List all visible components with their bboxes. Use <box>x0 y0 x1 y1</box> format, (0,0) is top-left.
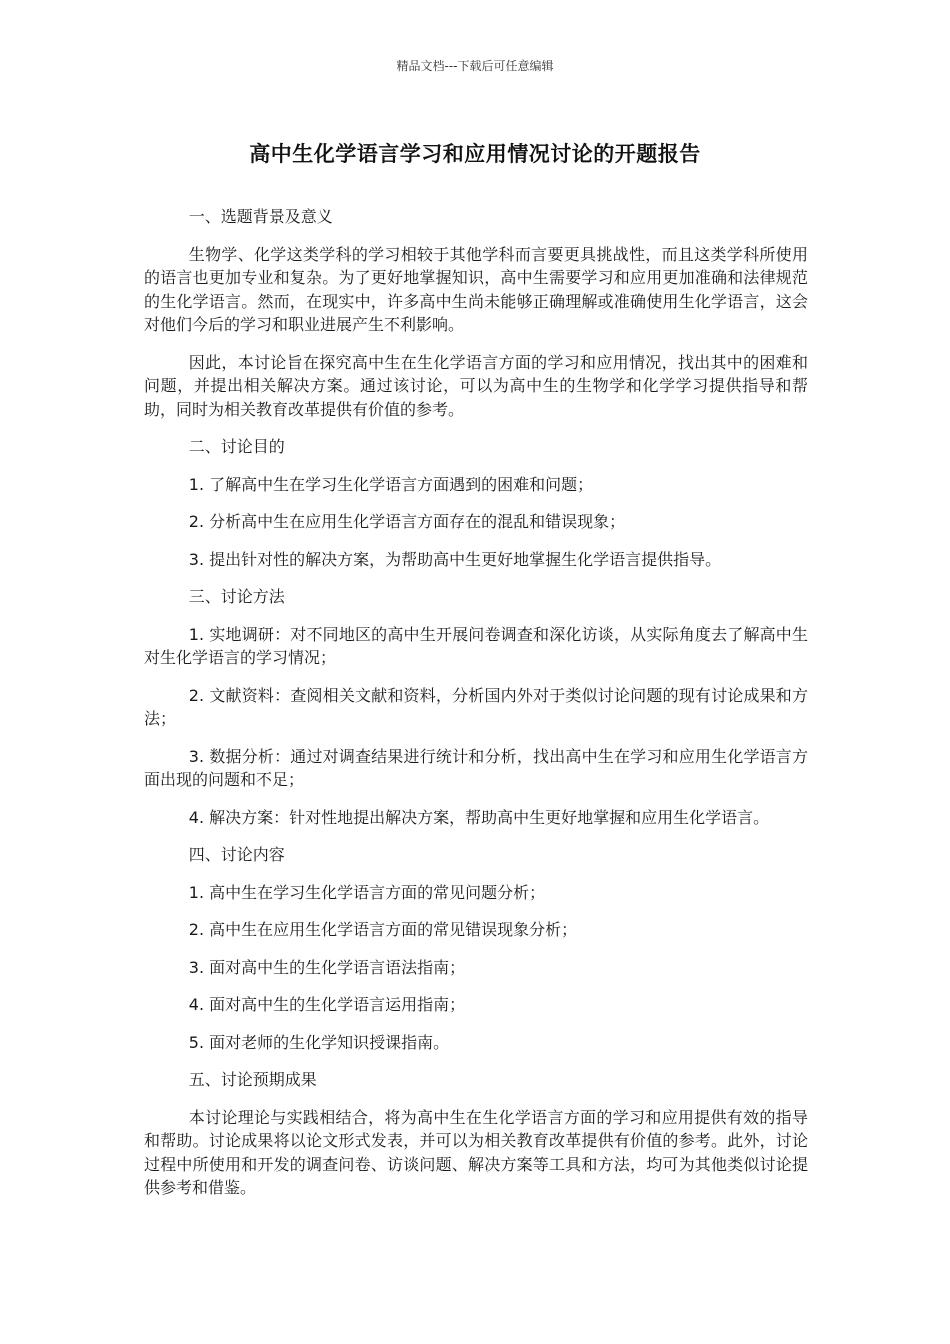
section-heading-3: 三、讨论方法 <box>188 587 285 606</box>
list-item: 2. 分析高中生在应用生化学语言方面存在的混乱和错误现象； <box>188 512 626 531</box>
list-item: 1. 高中生在学习生化学语言方面的常见问题分析； <box>188 882 546 902</box>
section-heading-5: 五、讨论预期成果 <box>188 1070 317 1089</box>
list-item: 3. 数据分析：通过对调查结果进行统计和分析，找出高中生在学习和应用生化学语言方面出现的问题和不足； <box>144 746 808 789</box>
list-item: 5. 面对老师的生化学知识授课指南。 <box>188 1032 450 1052</box>
list-item: 1. 实地调研：对不同地区的高中生开展问卷调查和深化访谈，从实际角度去了解高中生对生化学语言的学习情况； <box>144 624 808 667</box>
list-item: 4. 解决方案：针对性地提出解决方案，帮助高中生更好地掌握和应用生化学语言。 <box>188 807 770 827</box>
list-item: 3. 提出针对性的解决方案，为帮助高中生更好地掌握生化学语言提供指导。 <box>188 549 722 569</box>
header-note: 精品文档---下载后可任意编辑 <box>396 59 554 73</box>
section-1-paragraph-1: 生物学、化学这类学科的学习相较于其他学科而言要更具挑战性，而且这类学科所使用的语言也更加专业和复杂。为了更好地掌握知识，高中生需要学习和应用更加准确和法律规范的生化学语言。然而，在现实中，许多高中生尚未能够正确理解或准确使用生化学语言，这会对他们今后的学习和职业进展产生不利影响。 <box>144 244 808 334</box>
document-body <box>144 205 808 1214</box>
list-item: 1. 了解高中生在学习生化学语言方面遇到的困难和问题； <box>188 474 594 494</box>
list-item: 2. 高中生在应用生化学语言方面的常见错误现象分析； <box>188 920 578 939</box>
list-item: 3. 面对高中生的生化学语言语法指南； <box>188 957 466 977</box>
section-heading-4: 四、讨论内容 <box>188 845 285 864</box>
list-item: 2. 文献资料：查阅相关文献和资料，分析国内外对于类似讨论问题的现有讨论成果和方法； <box>144 685 808 728</box>
section-heading-1: 一、选题背景及意义 <box>188 207 333 226</box>
section-heading-2: 二、讨论目的 <box>188 437 285 456</box>
page-title: 高中生化学语言学习和应用情况讨论的开题报告 <box>249 142 701 166</box>
list-item: 4. 面对高中生的生化学语言运用指南； <box>188 995 466 1014</box>
section-1-paragraph-2: 因此，本讨论旨在探究高中生在生化学语言方面的学习和应用情况，找出其中的困难和问题，并提出相关解决方案。通过该讨论，可以为高中生的生物学和化学学习提供指导和帮助，同时为相关教育改革提供有价值的参考。 <box>144 352 808 419</box>
section-5-paragraph-1: 本讨论理论与实践相结合，将为高中生在生化学语言方面的学习和应用提供有效的指导和帮助。讨论成果将以论文形式发表，并可以为相关教育改革提供有价值的参考。此外，讨论过程中所使用和开发的调查问卷、访谈问题、解决方案等工具和方法，均可为其他类似讨论提供参考和借鉴。 <box>144 1107 808 1197</box>
